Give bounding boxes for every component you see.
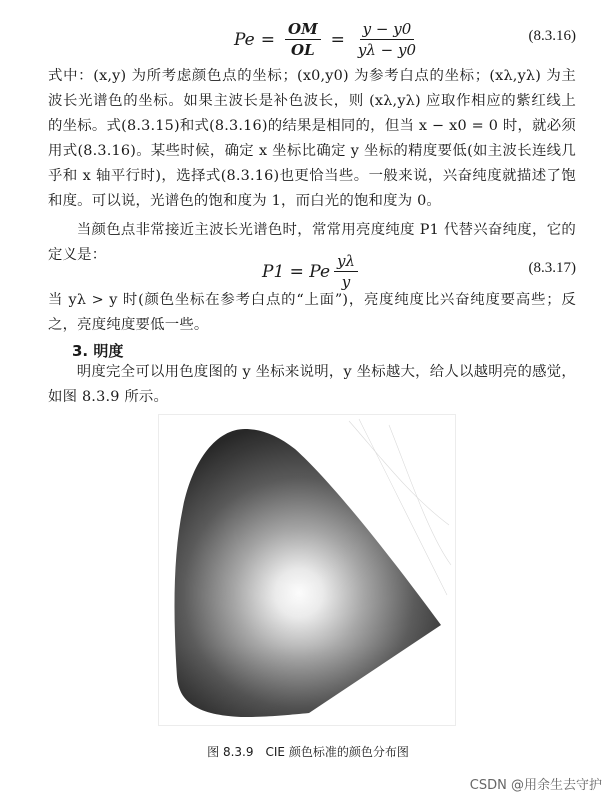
paragraph-purity-explanation: 式中：(x,y) 为所考虑颜色点的坐标；(x0,y0) 为参考白点的坐标；(xλ,yλ) 为主波长光谱色的坐标。如果主波长是补色波长，则 (xλ,yλ) 应取作相应的紫红线上的坐标。式(8.3.15)和式(8.3.16)的结果是相同的，但当 x − x0 = 0 时，就必须用式(8.3.16)。某些时候，确定 x 坐标比确定 y 坐标的精度要低(如主波长连线几乎和 x 轴平行时)，选择式(8.3.16)也更恰当些。一般来说，兴奋纯度就描述了饱和度。可以说，光谱色的饱和度为 1，而白光的饱和度为 0。	[48, 68, 576, 209]
watermark: CSDN @用余生去守护	[469, 778, 602, 793]
cie-diagram-image	[159, 415, 455, 725]
figure-cie-chromaticity	[158, 414, 456, 726]
fraction-ylambda-y: $\frac{y\lambda}{y}$	[334, 252, 358, 291]
equation-number: (8.3.16)	[528, 28, 576, 44]
figure-caption: 图 8.3.9 CIE 颜色标准的颜色分布图	[207, 745, 409, 759]
equation-number: (8.3.17)	[528, 260, 576, 276]
paragraph-purity-comparison: 当 yλ > y 时(颜色坐标在参考白点的“上面”)，亮度纯度比兴奋纯度要高些；反之，亮度纯度要低一些。	[48, 292, 576, 333]
equation-lhs: P1 = Pe	[262, 261, 331, 282]
fraction-y: $\frac{y - y0}{y\lambda - y0}$	[357, 20, 417, 59]
section-heading-lightness: 3. 明度	[72, 342, 124, 360]
equation-lhs: Pe	[234, 29, 255, 50]
paragraph-lightness: 明度完全可以用色度图的 y 坐标来说明，y 坐标越大，给人以越明亮的感觉，如图 8.3.9 所示。	[48, 364, 576, 405]
equation-8-3-16: Pe = $\frac{OM}{OL}$ = $\frac{y - y0}{y\lambda - y0}$ (8.3.16)	[234, 20, 576, 59]
fraction-om-ol: $\frac{OM}{OL}$	[285, 20, 321, 59]
paragraph-luminance-purity: 当颜色点非常接近主波长光谱色时，常常用亮度纯度 P1 代替兴奋纯度，它的定义是：	[48, 222, 576, 263]
